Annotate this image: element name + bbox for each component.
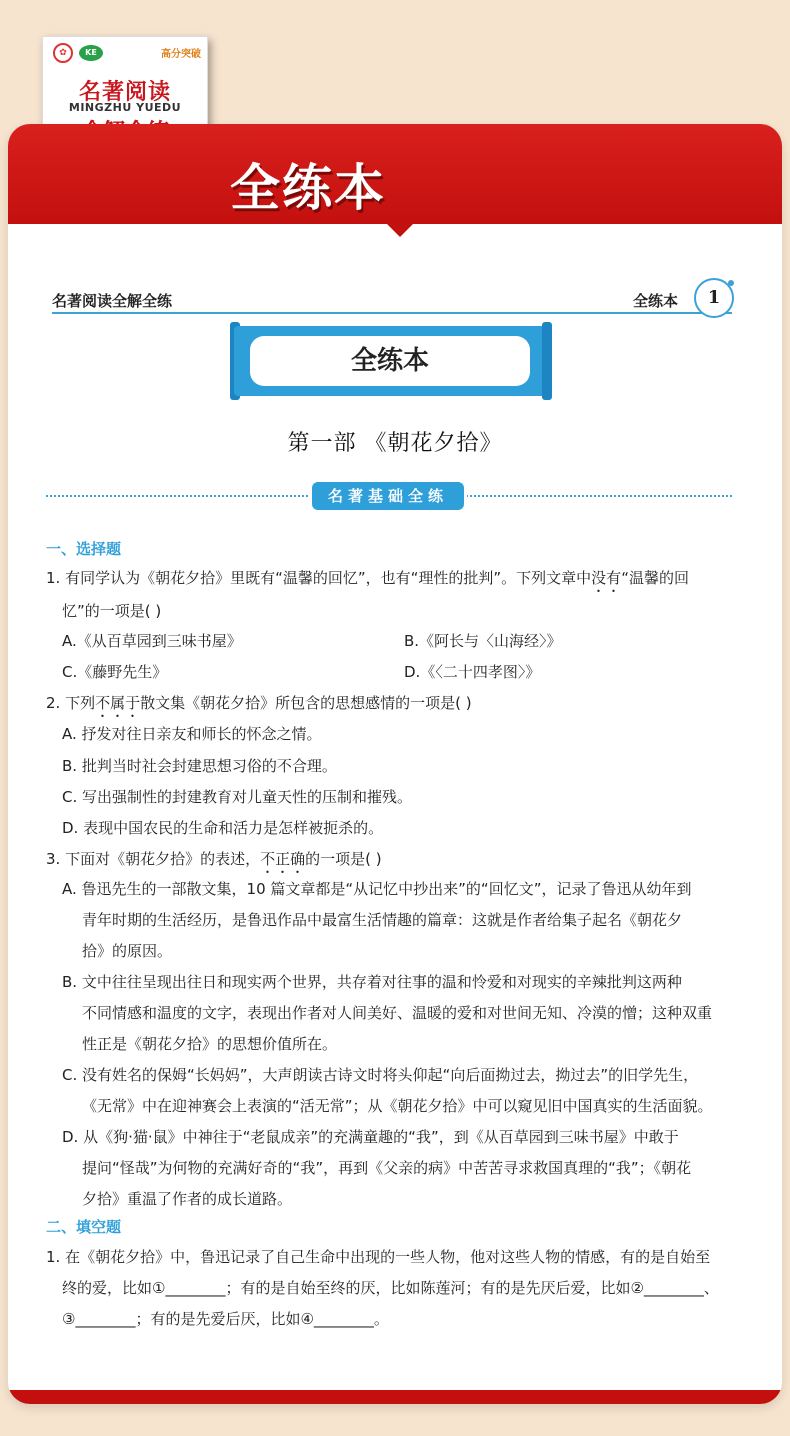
q1-option-d: D.《〈二十四孝图〉》 <box>404 663 541 681</box>
section-choice-heading: 一、选择题 <box>46 540 122 558</box>
q2-option-d: D. 表现中国农民的生命和活力是怎样被扼杀的。 <box>62 819 384 837</box>
book-tag: 高分突破 <box>161 49 201 60</box>
q2-emphasis: 不属于 <box>95 694 141 712</box>
page-number: 1 <box>694 278 734 318</box>
page-header <box>52 290 732 314</box>
section-fill-heading: 二、填空题 <box>46 1218 122 1236</box>
book-title: 名著阅读 <box>78 80 171 105</box>
fill1-line3: ③________；有的是先爱后厌，比如④________。 <box>62 1310 389 1328</box>
q3-option-c <box>62 1060 742 1122</box>
q3-option-d <box>62 1122 742 1215</box>
page-number-dot <box>728 280 734 286</box>
q3-text-pre: 3. 下面对《朝花夕拾》的表述， <box>46 850 261 868</box>
header-book-name: 名著阅读全解全练 <box>52 292 173 310</box>
q3-emphasis: 不正确 <box>260 850 306 868</box>
banner-notch <box>386 223 414 237</box>
q3-b-line3: 性正是《朝花夕拾》的思想价值所在。 <box>82 1035 338 1053</box>
q3-c-line1: C. 没有姓名的保姆“长妈妈”，大声朗读古诗文时将头仰起“向后面拗过去，拗过去”的旧学先生， <box>62 1066 699 1084</box>
banner <box>8 124 782 224</box>
scroll-right-cap <box>542 322 552 400</box>
question-3 <box>46 844 736 877</box>
q1-text-pre: 1. 有同学认为《朝花夕拾》里既有“温馨的回忆”，也有“理性的批判”。下列文章中 <box>46 569 592 587</box>
q3-d-line1: D. 从《狗·猫·鼠》中神往于“老鼠成亲”的充满童趣的“我”，到《从百草园到三味书屋》中敢于 <box>62 1128 679 1146</box>
q1-option-b: B.《阿长与〈山海经〉》 <box>404 632 562 650</box>
q1-text-post: “温馨的回 <box>621 569 689 587</box>
q3-b-line1: B. 文中往往呈现出往日和现实两个世界，共存着对往事的温和怜爱和对现实的辛辣批判这两种 <box>62 973 682 991</box>
q1-text-line2: 忆”的一项是( ) <box>62 602 162 620</box>
q3-a-line2: 青年时期的生活经历，是鲁迅作品中最富生活情趣的篇章：这就是作者给集子起名《朝花夕 <box>82 911 683 929</box>
question-2 <box>46 688 736 721</box>
q3-d-line2: 提问“怪哉”为何物的充满好奇的“我”，再到《父亲的病》中苦苦寻求救国真理的“我”；《朝花 <box>82 1159 692 1177</box>
q2-option-c: C. 写出强制性的封建教育对儿童天性的压制和摧残。 <box>62 788 413 806</box>
q3-a-line3: 拾》的原因。 <box>82 942 173 960</box>
question-1 <box>46 563 736 627</box>
scroll-title: 全练本 <box>250 336 530 386</box>
part-title: 第一部 《朝花夕拾》 <box>287 431 503 456</box>
q2-text-post: 散文集《朝花夕拾》所包含的思想感情的一项是( ) <box>140 694 472 712</box>
q1-option-a: A.《从百草园到三味书屋》 <box>62 632 242 650</box>
fill1-line2: 终的爱，比如①________；有的是自始至终的厌，比如陈莲河；有的是先厌后爱，比如②________、 <box>62 1279 719 1297</box>
q3-option-b <box>62 967 742 1060</box>
q1-emphasis: 没有 <box>591 569 622 587</box>
header-edition: 全练本 <box>632 292 678 310</box>
section-badge: 名著基础全练 <box>312 482 464 510</box>
q1-option-c: C.《藤野先生》 <box>62 663 168 681</box>
fill1-line1: 1. 在《朝花夕拾》中，鲁迅记录了自己生命中出现的一些人物，他对这些人物的情感，有的是自始至 <box>46 1248 711 1266</box>
q3-option-a <box>62 874 742 967</box>
q3-d-line3: 夕拾》重温了作者的成长道路。 <box>82 1190 293 1208</box>
q2-option-a: A. 抒发对往日亲友和师长的怀念之情。 <box>62 725 322 743</box>
card-bottom-bar <box>8 1390 782 1404</box>
q3-c-line2: 《无常》中在迎神赛会上表演的“活无常”；从《朝花夕拾》中可以窥见旧中国真实的生活面貌。 <box>82 1097 713 1115</box>
fill-question-1 <box>46 1242 736 1335</box>
publisher-logo-icon: ✿ <box>53 43 73 63</box>
q2-option-b: B. 批判当时社会封建思想习俗的不合理。 <box>62 757 337 775</box>
q2-text-pre: 2. 下列 <box>46 694 96 712</box>
book-pinyin: MINGZHU YUEDU <box>68 101 182 114</box>
banner-title: 全练本 <box>230 159 386 217</box>
q3-text-post: 的一项是( ) <box>305 850 382 868</box>
q3-b-line2: 不同情感和温度的文字，表现出作者对人间美好、温暖的爱和对世间无知、冷漠的憎；这种双重 <box>82 1004 713 1022</box>
brand-logo-icon: KE <box>79 45 103 61</box>
q3-a-line1: A. 鲁迅先生的一部散文集，10 篇文章都是“从记忆中抄出来”的“回忆文”，记录了鲁迅从幼年到 <box>62 880 692 898</box>
